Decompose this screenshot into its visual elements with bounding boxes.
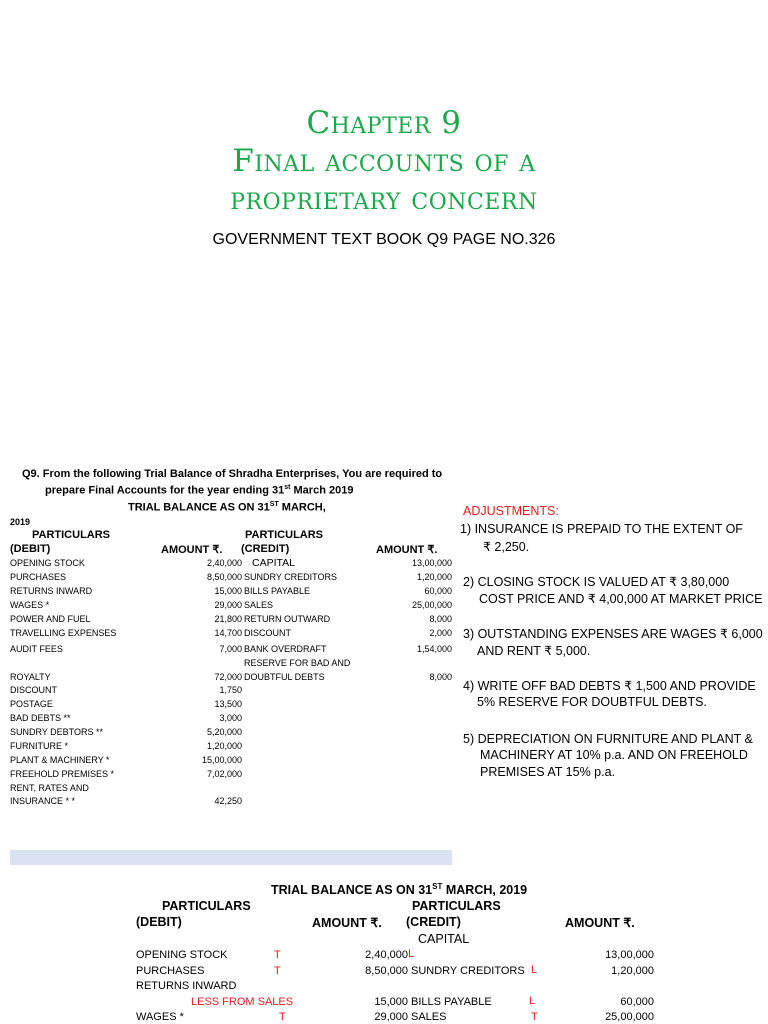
section-divider-band: [10, 850, 452, 865]
t2-head-particulars-cr: PARTICULARS: [412, 899, 501, 913]
t1-debit-amount: 1,750: [219, 685, 242, 695]
t1-head-amount-cr: AMOUNT ₹.: [376, 544, 438, 556]
t1-debit-amount: 14,700: [214, 628, 242, 638]
t1-debit-label: SUNDRY DEBTORS **: [10, 727, 104, 737]
adjustment-item-line: PREMISES AT 15% p.a.: [480, 765, 616, 779]
t2-head-amount-cr: AMOUNT ₹.: [565, 916, 635, 930]
question-line-2-sup: st: [284, 484, 291, 491]
t1-debit-label: POWER AND FUEL: [10, 614, 91, 624]
adjustment-item-line: AND RENT ₹ 5,000.: [477, 644, 591, 658]
adjustment-item-line: ₹ 2,250.: [483, 540, 530, 554]
t1-debit-amount: 21,800: [214, 614, 242, 624]
tb-title-sup: ST: [269, 501, 279, 508]
t1-debit-label: PLANT & MACHINERY *: [10, 755, 110, 765]
t2-credit-amount: 60,000: [620, 996, 654, 1008]
t2-debit-amount: 8,50,000: [365, 965, 408, 977]
t1-debit-label: FURNITURE *: [10, 741, 68, 751]
t1-debit-amount: 72,000: [214, 672, 242, 682]
t1-credit-label: RETURN OUTWARD: [244, 614, 331, 624]
t2-debit-label: PURCHASES: [136, 965, 205, 977]
t2-credit-mark: L: [529, 995, 536, 1007]
t1-credit-amount: 8,000: [429, 614, 452, 624]
t1-debit-label: TRAVELLING EXPENSES: [10, 628, 117, 638]
adjustment-item-line: 4) WRITE OFF BAD DEBTS ₹ 1,500 AND PROVIDE: [463, 679, 756, 693]
t1-head-amount: AMOUNT ₹.: [161, 544, 223, 556]
t1-debit-amount: 7,02,000: [206, 769, 242, 779]
t2-credit-mark: L: [531, 964, 538, 976]
t1-debit-label: RENT, RATES AND: [10, 783, 89, 793]
t2-credit-amount: 25,00,000: [605, 1011, 654, 1023]
t1-debit-amount: 5,20,000: [206, 727, 242, 737]
t2-credit-mark: T: [531, 1011, 538, 1023]
t1-credit-amount: 60,000: [424, 586, 452, 596]
t2-capital-label: CAPITAL: [418, 932, 470, 946]
adjustment-item-line: 5% RESERVE FOR DOUBTFUL DEBTS.: [477, 695, 707, 709]
tb-title-text: TRIAL BALANCE AS ON 31: [128, 501, 270, 514]
adjustments-title: ADJUSTMENTS:: [463, 504, 559, 518]
t1-debit-label: RETURNS INWARD: [10, 586, 93, 596]
t2-mid-mark: L: [408, 948, 415, 960]
t1-debit-amount: 15,00,000: [201, 755, 242, 765]
t1-credit-label: DISCOUNT: [244, 628, 291, 638]
t1-head-particulars-cr: PARTICULARS: [245, 529, 324, 541]
t1-credit-label: CAPITAL: [252, 557, 295, 569]
t1-credit-label: SALES: [244, 600, 274, 610]
t1-credit-amount: 1,20,000: [416, 572, 452, 582]
t2-credit-label: SUNDRY CREDITORS: [411, 965, 525, 977]
t2-debit-label: OPENING STOCK: [136, 949, 228, 961]
t1-debit-label: AUDIT FEES: [10, 644, 63, 654]
t1-debit-label: WAGES *: [10, 600, 50, 610]
adjustment-item-line: 1) INSURANCE IS PREPAID TO THE EXTENT OF: [460, 522, 743, 536]
t2-debit-amount: 29,000: [374, 1011, 408, 1023]
t2-credit-label: SALES: [411, 1011, 447, 1023]
t1-debit-label: FREEHOLD PREMISES *: [10, 769, 115, 779]
t2-head-particulars: PARTICULARS: [162, 899, 251, 913]
t2-debit-label: LESS FROM SALES: [191, 996, 294, 1008]
t1-debit-amount: 2,40,000: [206, 558, 242, 568]
t2-debit-amount: 2,40,000: [365, 949, 408, 961]
t1-head-credit: (CREDIT): [241, 543, 290, 555]
t1-credit-label: BILLS PAYABLE: [244, 586, 311, 596]
adjustment-item-line: MACHINERY AT 10% p.a. AND ON FREEHOLD: [480, 748, 748, 762]
adjustment-item-line: 2) CLOSING STOCK IS VALUED AT ₹ 3,80,000: [463, 575, 730, 589]
t1-credit-label: RESERVE FOR BAD AND: [244, 658, 351, 668]
t2-title-end: MARCH, 2019: [442, 883, 528, 898]
t1-debit-label: DISCOUNT: [10, 685, 57, 695]
t1-debit-label: ROYALTY: [10, 672, 51, 682]
t1-credit-amount: 8,000: [429, 672, 452, 682]
t2-debit-mark: T: [279, 1011, 286, 1023]
t1-debit-amount: 15,000: [214, 586, 242, 596]
t1-credit-amount: 2,000: [429, 628, 452, 638]
t1-credit-amount: 25,00,000: [411, 600, 452, 610]
t2-debit-label: WAGES *: [136, 1011, 184, 1023]
t1-debit-label: OPENING STOCK: [10, 558, 85, 568]
adjustment-item-line: 5) DEPRECIATION ON FURNITURE AND PLANT &: [463, 732, 753, 746]
t1-debit-amount: 3,000: [219, 713, 242, 723]
t2-credit-amount: 13,00,000: [605, 949, 654, 961]
t2-title-sup: ST: [432, 882, 443, 891]
t1-debit-label: INSURANCE * *: [10, 796, 76, 806]
question-line-2-end: March 2019: [290, 484, 354, 497]
t1-debit-label: PURCHASES: [10, 572, 67, 582]
question-line-1: Q9. From the following Trial Balance of Shradha Enterprises, You are required to: [22, 468, 443, 480]
trial-balance-year: 2019: [10, 517, 31, 527]
t2-head-credit: (CREDIT): [406, 915, 461, 929]
t2-title: [271, 882, 527, 897]
page-subtitle: GOVERNMENT TEXT BOOK Q9 PAGE NO.326: [212, 231, 556, 248]
title-line-2: proprietary concern: [230, 181, 538, 217]
t1-debit-label: BAD DEBTS **: [10, 713, 71, 723]
t2-credit-label: BILLS PAYABLE: [411, 996, 492, 1008]
t1-debit-amount: 1,20,000: [206, 741, 242, 751]
t2-debit-amount: 15,000: [374, 996, 408, 1008]
chapter-heading: Chapter 9: [306, 105, 462, 141]
t1-credit-amount: 1,54,000: [416, 644, 452, 654]
t2-debit-label: RETURNS INWARD: [136, 980, 237, 992]
t1-credit-label: SUNDRY CREDITORS: [244, 572, 338, 582]
t1-credit-label: BANK OVERDRAFT: [244, 644, 327, 654]
t1-debit-amount: 13,500: [214, 699, 242, 709]
title-line-1: Final accounts of a: [232, 143, 536, 179]
question-line-2-text: prepare Final Accounts for the year ending 31: [45, 484, 285, 497]
question-line-2: [45, 484, 353, 497]
adjustment-item-line: COST PRICE AND ₹ 4,00,000 AT MARKET PRICE: [479, 592, 763, 606]
trial-balance-title: [128, 501, 326, 514]
t1-credit-label: DOUBTFUL DEBTS: [244, 672, 325, 682]
t1-debit-label: POSTAGE: [10, 699, 53, 709]
adjustment-item-line: 3) OUTSTANDING EXPENSES ARE WAGES ₹ 6,000: [463, 627, 763, 641]
tb-title-end: MARCH,: [278, 501, 326, 514]
t2-credit-amount: 1,20,000: [611, 965, 654, 977]
t1-debit-amount: 7,000: [219, 644, 242, 654]
t1-head-particulars: PARTICULARS: [32, 529, 111, 541]
t1-debit-amount: 42,250: [214, 796, 242, 806]
t2-head-amount: AMOUNT ₹.: [312, 916, 382, 930]
t1-head-debit: (DEBIT): [10, 543, 51, 555]
t1-credit-amount: 13,00,000: [411, 558, 452, 568]
t2-title-text: TRIAL BALANCE AS ON 31: [271, 883, 433, 898]
t1-debit-amount: 29,000: [214, 600, 242, 610]
t1-debit-amount: 8,50,000: [206, 572, 242, 582]
t2-head-debit: (DEBIT): [136, 915, 182, 929]
t2-debit-mark: T: [274, 965, 281, 977]
t2-debit-mark: T: [274, 949, 281, 961]
